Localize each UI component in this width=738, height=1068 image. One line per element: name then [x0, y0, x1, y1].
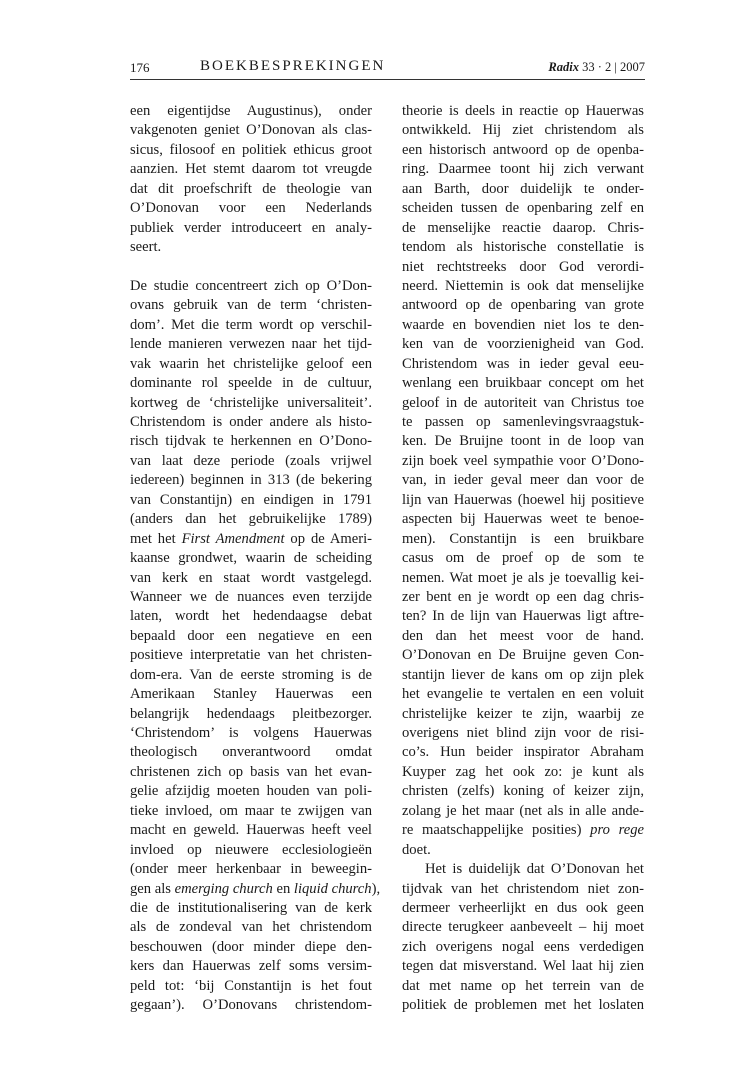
text-line: die de institutionalisering van de kerk	[130, 899, 372, 916]
text-line: Wanneer we de nuances even terzijde	[130, 588, 372, 605]
text-line: waarde en bovendien niet los te den-	[402, 316, 644, 333]
text-line: aanzien. Het stemt daarom tot vreugde	[130, 161, 372, 178]
right-column	[402, 102, 644, 1016]
text-line: van Constantijn) en eindigen in 1791	[130, 491, 372, 508]
text-line: risch tijdvak te herkennen en O’Dono-	[130, 433, 372, 450]
text-line: ontwikkeld. Hij ziet christendom als	[402, 122, 644, 139]
text-line: men). Constantijn is een bruikbare	[402, 530, 644, 547]
text-line: nemen. Wat moet je als je toevallig kei-	[402, 569, 644, 586]
text-line: als de zondeval van het christendom	[130, 919, 372, 936]
text-line: doet.	[402, 841, 431, 858]
text-line: dermeer verheerlijkt en dus ook geen	[402, 899, 644, 916]
text-line: aan Barth, door duidelijk te onder-	[402, 180, 644, 197]
text-line: kaanse grondwet, waarin de scheiding	[130, 550, 372, 567]
text-run: met het	[130, 530, 182, 547]
text-line: christelijke keizer te zijn, waarbij ze	[402, 705, 644, 722]
text-line: wenlang een bruikbaar concept om het	[402, 375, 644, 392]
text-line: peld tot: ‘bij Constantijn is het fout	[130, 977, 372, 994]
text-line: kortweg de ‘christelijke universaliteit’.	[130, 394, 372, 411]
text-line: Christendom is onder andere als histo-	[130, 414, 372, 430]
text-line: van laat deze periode (zoals vrijwel	[130, 452, 372, 469]
text-line: gelie afzijdig moeten houden van poli-	[130, 783, 372, 800]
text-line: tieke invloed, om maar te zwijgen van	[130, 802, 372, 819]
italic-term: liquid church	[293, 880, 372, 897]
text-line: overigens niet blind zijn voor de risi-	[402, 725, 644, 741]
text-line: (anders dan het gebruikelijke 1789)	[130, 511, 372, 528]
text-line: (onder meer herkenbaar in beweegin-	[130, 861, 372, 878]
text-line: tendom als historische constellatie is	[402, 239, 644, 256]
text-line: positieve interpretatie van het christen-	[130, 647, 372, 664]
text-line: Het is duidelijk dat O’Donovan het	[425, 861, 644, 878]
text-line: theorie is deels in reactie op Hauerwas	[402, 103, 644, 119]
text-line: aspecten bij Hauerwas weet te benoe-	[402, 511, 644, 528]
text-line: ovans gebruik van de term ‘christen-	[130, 297, 372, 314]
page-number: 176	[130, 60, 150, 75]
text-line: publiek verder introduceert en analy-	[130, 219, 372, 236]
text-line: dominante rol speelde in de cultuur,	[130, 375, 372, 392]
text-run: ),	[371, 880, 381, 897]
text-run: gen als	[130, 880, 175, 897]
text-line: christen (zelfs) koning of keizer zijn,	[402, 783, 644, 800]
text-line: van kerk en staat wordt vastgelegd.	[130, 569, 372, 586]
text-line: dat met name op het terrein van de	[402, 977, 644, 994]
text-line: tijdvak van het christendom niet zon-	[402, 880, 644, 897]
journal-name: Radix	[548, 60, 579, 74]
text-line: lijn van Hauerwas (hoewel hij positieve	[402, 491, 644, 508]
text-line: het evangelie te vertalen en een voluit	[402, 686, 644, 703]
running-header	[130, 58, 645, 78]
text-line: politiek de problemen met het loslaten	[402, 997, 644, 1014]
italic-term: pro rege	[590, 822, 644, 839]
text-line: zer bent en je wordt op een dag chris-	[402, 588, 644, 605]
text-line: kers dan Hauerwas zelf soms versim-	[130, 958, 372, 975]
text-line: neerd. Niettemin is ook dat menselijke	[402, 277, 644, 294]
text-line: een eigentijdse Augustinus), onder	[130, 103, 372, 119]
text-line: casus om de proef op de som te	[402, 550, 644, 567]
text-line: zich overigens nogal eens verdedigen	[402, 938, 644, 955]
text-line: dat dit proefschrift de theologie van	[130, 180, 372, 197]
text-line: ‘Christendom’ is volgens Hauerwas	[130, 725, 372, 741]
text-line: iedereen) beginnen in 313 (de bekering	[130, 472, 372, 489]
text-line: ring. Daarmee toont hij zich verwant	[402, 161, 644, 178]
text-run: en	[272, 880, 294, 897]
text-line: vakgenoten geniet O’Donovan als clas-	[130, 122, 372, 139]
text-line: zijn boek veel sympathie voor O’Dono-	[402, 452, 644, 469]
text-line: zolang je het maar (net als in alle ande-	[402, 802, 644, 819]
text-line	[130, 880, 381, 899]
section-title: BOEKBESPREKINGEN	[200, 58, 386, 74]
text-line: tegen dat misverstand. Wel laat hij zien	[402, 958, 644, 975]
text-line: beschouwen (door minder diepe den-	[130, 938, 372, 955]
italic-term: First Amendment	[181, 530, 285, 547]
text-line: invloed op nieuwere ecclesiologieën	[130, 841, 372, 858]
text-line: antwoord op de openbaring van grote	[402, 297, 644, 314]
text-line: bepaald door een negatieve en een	[130, 627, 372, 644]
paragraph-gap	[130, 258, 372, 277]
text-line: niet rechtstreeks door God verordi-	[402, 258, 644, 275]
text-line: den dan het meest voor de hand.	[402, 627, 644, 644]
text-line: theologisch onverantwoord omdat	[130, 744, 372, 761]
text-line: een historisch antwoord op de openba-	[402, 141, 644, 158]
text-line: de menselijke reactie daarop. Chris-	[402, 219, 644, 236]
text-line	[402, 821, 644, 840]
text-line: ken. De Bruijne toont in de loop van	[402, 433, 644, 450]
left-column	[130, 102, 381, 1016]
header-rule	[130, 79, 645, 80]
text-line: geloof in de autoriteit van Christus toe	[402, 394, 644, 411]
text-line: Christendom was in ieder geval eeu-	[402, 355, 644, 372]
text-line: O’Donovan voor een Nederlands	[130, 200, 372, 217]
text-line: directe terugkeer aanbeveelt – hij moet	[402, 919, 644, 936]
italic-term: emerging church	[174, 880, 273, 897]
text-line: O’Donovan en De Bruijne geven Con-	[402, 647, 644, 664]
text-line: Kuyper zag het ook zo: je kunt als	[402, 763, 644, 780]
text-run: op de Ameri-	[284, 530, 372, 547]
text-line: laten, wordt het hedendaagse debat	[130, 608, 372, 625]
text-line: christenen zich op basis van het evan-	[130, 763, 372, 780]
text-line: vak waarin het christelijke geloof een	[130, 355, 372, 372]
text-line: scheiden tussen de openbaring zelf en	[402, 200, 644, 217]
text-run: re maatschappelijke posities)	[402, 822, 591, 839]
text-line: macht en geweld. Hauerwas heeft veel	[130, 822, 372, 839]
text-line: sicus, filosoof en politiek ethicus groot	[130, 141, 372, 158]
text-line: seert.	[130, 239, 162, 256]
text-line: ten? In de lijn van Hauerwas ligt aftre-	[402, 608, 644, 625]
text-line: Amerikaan Stanley Hauerwas een	[130, 686, 372, 703]
text-line: co’s. Hun beider inspirator Abraham	[402, 744, 644, 761]
text-line: gegaan’). O’Donovans christendom-	[130, 997, 372, 1014]
text-line: dom-era. Van de eerste stroming is de	[130, 666, 372, 683]
text-line: dom’. Met die term wordt op verschil-	[130, 316, 372, 333]
text-line: te passen op samenlevingsvraagstuk-	[402, 414, 644, 430]
text-line: ken van de voorzienigheid van God.	[402, 336, 644, 353]
text-line: van, in ieder geval meer dan voor de	[402, 472, 644, 489]
text-line: stantijn liever de kans om op zijn plek	[402, 666, 644, 683]
text-line: lende manieren verwezen naar het tijd-	[130, 336, 372, 353]
journal-info	[548, 60, 645, 75]
text-line: belangrijk hedendaags pleitbezorger.	[130, 705, 372, 722]
journal-issue: 33 · 2 | 2007	[582, 60, 645, 74]
text-line	[130, 530, 372, 549]
text-line: De studie concentreert zich op O’Don-	[130, 277, 372, 294]
